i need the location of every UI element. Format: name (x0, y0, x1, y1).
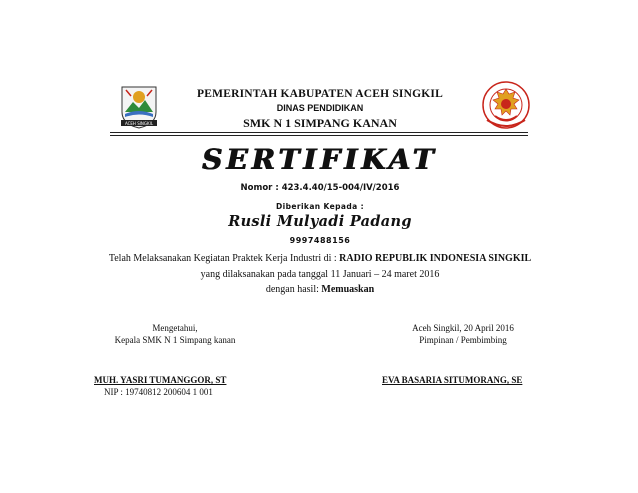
header-divider-thin (110, 135, 528, 136)
left-signatory-nip: NIP : 19740812 200604 1 001 (104, 387, 213, 397)
header-department: DINAS PENDIDIKAN (276, 103, 364, 113)
recipient-name: Rusli Mulyadi Padang (228, 213, 412, 230)
header-government: PEMERINTAH KABUPATEN ACEH SINGKIL (197, 88, 443, 100)
left-signature-role: Kepala SMK N 1 Simpang kanan (114, 335, 236, 345)
left-signature-heading: Mengetahui, (152, 323, 198, 333)
result-label: dengan hasil: (265, 284, 322, 295)
given-to-label: Diberikan Kepada : (276, 202, 364, 211)
certificate-title: SERTIFIKAT (202, 143, 438, 176)
body-line-dates: yang dilaksanakan pada tanggal 11 Januari – 24 maret 2016 (200, 269, 440, 280)
body-line-result (60, 284, 580, 295)
right-signature-role: Pimpinan / Pembimbing (419, 335, 507, 345)
header-divider-thick (110, 132, 528, 133)
svg-text:ACEH SINGKIL: ACEH SINGKIL (124, 121, 154, 126)
certificate-number: Nomor : 423.4.40/15-004/IV/2016 (240, 183, 400, 193)
activity-text: Telah Melaksanakan Kegiatan Praktek Kerja Industri di : (108, 253, 340, 264)
header-school: SMK N 1 SIMPANG KANAN (243, 116, 397, 130)
right-signatory-name: EVA BASARIA SITUMORANG, SE (382, 375, 523, 385)
student-number: 9997488156 (289, 236, 351, 245)
activity-place: RADIO REPUBLIK INDONESIA SINGKIL (339, 253, 532, 264)
right-signature-date: Aceh Singkil, 20 April 2016 (412, 323, 514, 333)
left-signatory-name: MUH. YASRI TUMANGGOR, ST (94, 375, 227, 385)
result-value: Memuaskan (321, 284, 375, 295)
body-line-activity (60, 253, 580, 264)
